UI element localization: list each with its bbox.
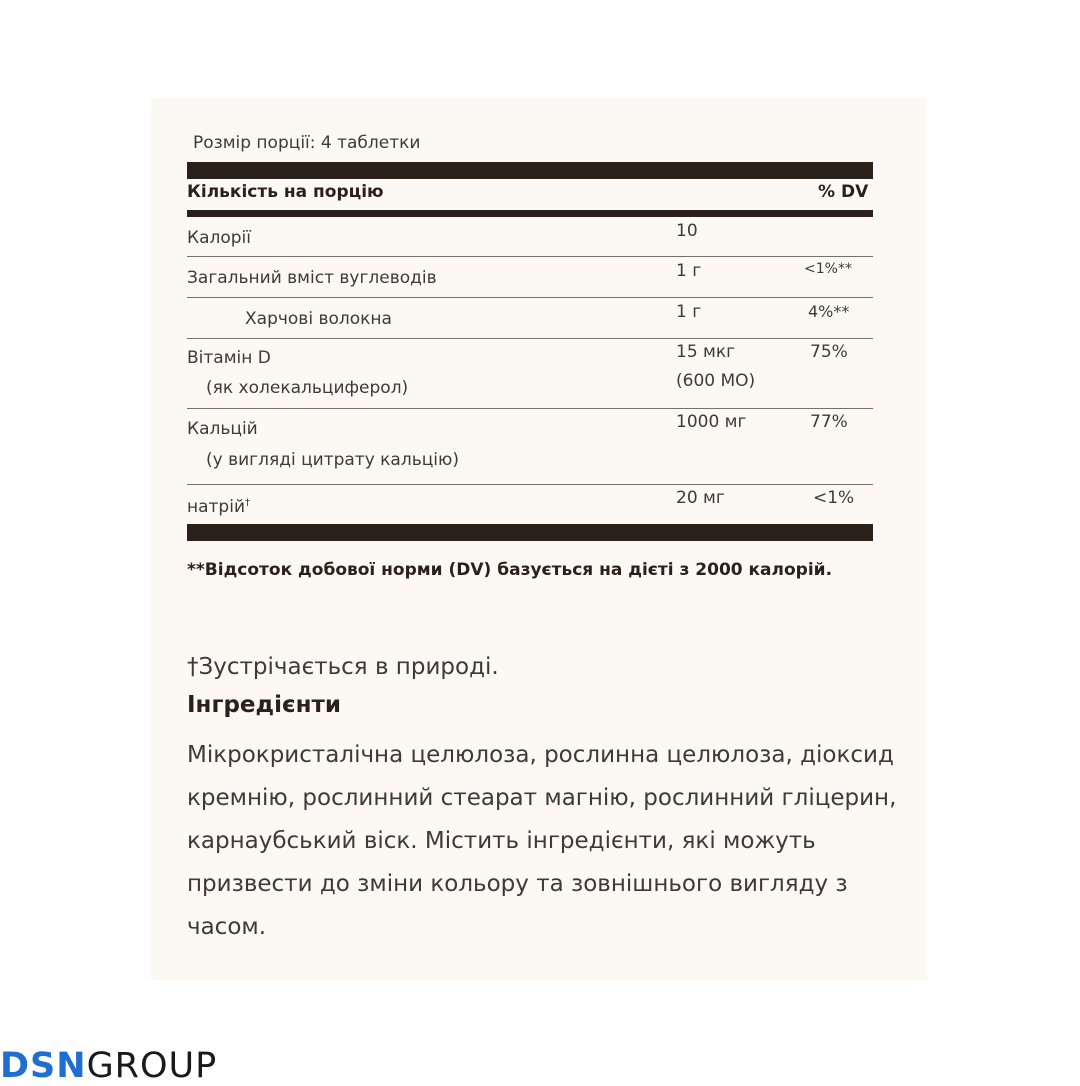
table-top-bar	[187, 162, 873, 179]
row-calcium-amount: 1000 мг	[676, 412, 747, 432]
row-calories-name: Калорії	[187, 228, 251, 248]
row-calcium-name: Кальцій	[187, 419, 258, 439]
row-divider	[187, 408, 873, 409]
dv-footnote: **Відсоток добової норми (DV) базується на дієті з 2000 калорій.	[187, 560, 833, 580]
row-calories-amount: 10	[676, 221, 698, 241]
logo-dsn: DSN	[0, 1046, 87, 1086]
row-calcium-dv: 77%	[810, 412, 848, 432]
row-sodium-amount: 20 мг	[676, 488, 725, 508]
serving-size: Розмір порції: 4 таблетки	[193, 133, 421, 153]
logo-group: GROUP	[86, 1046, 218, 1086]
row-sodium-dv: <1%	[813, 488, 855, 508]
ingredients-text: Мікрокристалічна целюлоза, рослинна целюлоза, діоксид кремнію, рослинний стеарат магнію, рослинний гліцерин, карнаубський віск. Містить інгредієнти, які можуть призвести до зміни кольору та зовнішнього вигляду з часом.	[187, 742, 897, 940]
row-fiber-amount: 1 г	[676, 302, 702, 322]
row-divider	[187, 256, 873, 257]
row-carbs-name: Загальний вміст вуглеводів	[187, 268, 437, 288]
row-fiber-name: Харчові волокна	[245, 309, 392, 329]
header-divider-bar	[187, 210, 873, 217]
row-vitd-dv: 75%	[810, 342, 848, 362]
natural-footnote: †Зустрічається в природі.	[187, 654, 499, 680]
row-vitd-amount: 15 мкг	[676, 342, 736, 362]
row-carbs-amount: 1 г	[676, 261, 702, 281]
header-dv: % DV	[818, 182, 869, 202]
table-bottom-bar	[187, 524, 873, 541]
row-sodium-name	[187, 497, 250, 517]
row-vitd-sub: (як холекальциферол)	[206, 378, 409, 398]
row-sodium-dagger: †	[245, 497, 250, 509]
row-divider	[187, 338, 873, 339]
row-vitd-amount-iu: (600 МО)	[676, 371, 756, 391]
row-vitd-name: Вітамін D	[187, 348, 271, 368]
row-calcium-sub: (у вигляді цитрату кальцію)	[206, 450, 459, 470]
row-divider	[187, 484, 873, 485]
row-fiber-dv: 4%**	[808, 302, 850, 321]
ingredients-title: Інгредієнти	[187, 692, 341, 718]
row-divider	[187, 297, 873, 298]
row-carbs-dv: <1%**	[804, 261, 852, 277]
dsn-group-logo	[0, 1046, 217, 1086]
header-amount-per-serving: Кількість на порцію	[187, 182, 384, 202]
row-sodium-label: натрій	[187, 497, 245, 517]
